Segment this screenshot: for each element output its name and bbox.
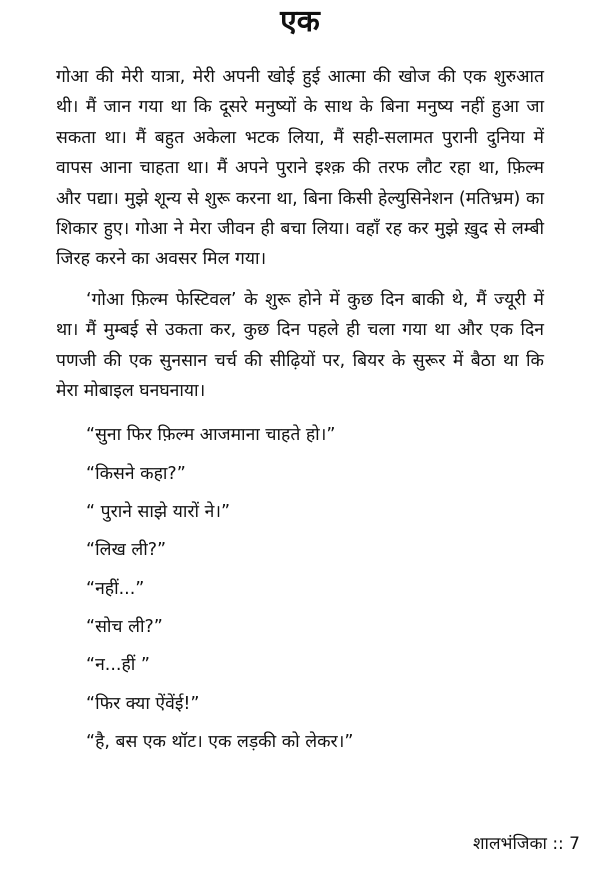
dialogue-line: “लिख ली?” (86, 540, 167, 561)
dialogue-line: “है, बस एक थॉट। एक लड़की को लेकर।” (86, 731, 354, 752)
dialogue-line: “ पुराने साझे यारों ने।” (86, 502, 231, 523)
dialogue-line: “सोच ली?” (86, 616, 163, 637)
dialogue-line: “किसने कहा?” (86, 463, 186, 484)
dialogue-line: “फिर क्या ऐंवेंई!” (86, 693, 200, 714)
dialogue-line: “न...हीं ” (86, 655, 150, 676)
page-footer: शालभंजिका :: 7 (473, 834, 580, 854)
body-text (56, 62, 544, 761)
paragraph: गोआ की मेरी यात्रा, मेरी अपनी खोई हुई आत्मा की खोज की एक शुरुआत थी। मैं जान गया था कि दूसरे मनुष्यों के साथ के बिना मनुष्य नहीं हुआ जा सकता था। मैं बहुत अकेला भटक लिया, मैं सही-सलामत पुरानी दुनिया में वापस आना चाहता था। मैं अपने पुराने इश्क़ की तरफ लौट रहा था, फ़िल्म और पद्या। मुझे शून्य से शुरू करना था, बिना किसी हेल्युसिनेशन (मतिभ्रम) का शिकार हुए। गोआ ने मेरा जीवन ही बचा लिया। वहाँ रह कर मुझे ख़ुद से लम्बी जिरह करने का अवसर मिल गया। (56, 67, 544, 270)
paragraph: ‘गोआ फ़िल्म फेस्टिवल’ के शुरू होने में कुछ दिन बाकी थे, मैं ज्यूरी में था। मैं मुम्बई से उकता कर, कुछ दिन पहले ही चला गया था और एक दिन पणजी की एक सुनसान चर्च की सीढ़ियों पर, बियर के सुरूर में बैठा था कि मेरा मोबाइल घनघनाया। (56, 289, 544, 402)
chapter-title: एक (280, 4, 320, 39)
dialogue-line: “सुना फिर फ़िल्म आजमाना चाहते हो।” (86, 425, 336, 446)
dialogue-line: “नहीं...” (86, 578, 145, 599)
